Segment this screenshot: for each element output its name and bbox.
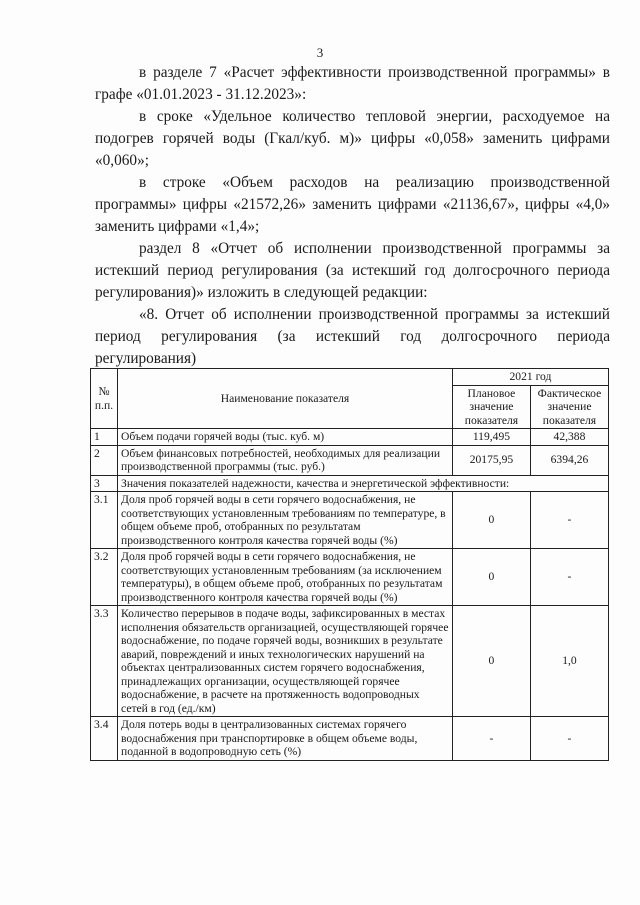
report-table <box>90 368 609 761</box>
header-fact: Фактическое значение показателя <box>530 385 608 429</box>
row-fact: - <box>530 717 608 761</box>
header-name: Наименование показателя <box>118 369 453 429</box>
row-fact: 1,0 <box>530 606 608 717</box>
row-name: Объем подачи горячей воды (тыс. куб. м) <box>118 429 453 446</box>
row-plan: 0 <box>452 549 530 606</box>
row-num: 3.4 <box>91 717 118 761</box>
row-fact: 42,388 <box>530 429 608 446</box>
row-fact: - <box>530 492 608 549</box>
row-num: 3.1 <box>91 492 118 549</box>
table-row <box>91 549 609 606</box>
table-row <box>91 429 609 446</box>
row-plan: 20175,95 <box>452 445 530 475</box>
row-name: Доля проб горячей воды в сети горячего водоснабжения, не соответствующих установленным требованиям по температуре, в общем объеме проб, отобранных по результатам производственного контроля качества горячей воды (%) <box>118 492 453 549</box>
row-plan: 119,495 <box>452 429 530 446</box>
row-num: 2 <box>91 445 118 475</box>
paragraph-heat-energy: в сроке «Удельное количество тепловой энергии, расходуемое на подогрев горячей воды (Гкал/куб. м)» цифры «0,058» заменить цифрами «0,060»; <box>95 108 610 169</box>
page-number: 3 <box>316 45 324 60</box>
paragraph-section-7: в разделе 7 «Расчет эффективности производственной программы» в графе «01.01.2023 - 31.12.2023»: <box>95 64 610 103</box>
row-name: Доля проб горячей воды в сети горячего водоснабжения, не соответствующих установленным требованиям (за исключением температуры), в общем объеме проб, отобранных по результатам производственного контроля качества горячей воды (%) <box>118 549 453 606</box>
row-num: 1 <box>91 429 118 446</box>
table-row <box>91 445 609 475</box>
paragraph-report-title: «8. Отчет об исполнении производственной программы за истекший период регулирования (за истекший год долгосрочного периода регулирования) <box>95 306 610 367</box>
paragraph-expenses: в строке «Объем расходов на реализацию производственной программы» цифры «21572,26» заменить цифрами «21136,67», цифры «4,0» заменить цифрами «1,4»; <box>95 174 610 235</box>
row-num: 3.3 <box>91 606 118 717</box>
header-plan: Плановое значение показателя <box>452 385 530 429</box>
header-year: 2021 год <box>452 369 608 386</box>
paragraph-section-8: раздел 8 «Отчет об исполнении производственной программы за истекший период регулирования (за истекший год долгосрочного периода регулирования)» изложить в следующей редакции: <box>95 240 610 301</box>
row-fact: - <box>530 549 608 606</box>
row-name: Объем финансовых потребностей, необходимых для реализации производственной программы (тыс. руб.) <box>118 445 453 475</box>
table-row <box>91 475 609 492</box>
row-plan: 0 <box>452 606 530 717</box>
table-row <box>91 492 609 549</box>
row-fact: 6394,26 <box>530 445 608 475</box>
table-header-row <box>91 369 609 386</box>
row-plan: - <box>452 717 530 761</box>
header-num: № п.п. <box>91 369 118 429</box>
table-row <box>91 606 609 717</box>
table-row <box>91 717 609 761</box>
row-plan: 0 <box>452 492 530 549</box>
row-name: Доля потерь воды в централизованных системах горячего водоснабжения при транспортировке в общем объеме воды, поданной в водопроводную сеть (%) <box>118 717 453 761</box>
row-num: 3 <box>91 475 118 492</box>
row-name: Значения показателей надежности, качества и энергетической эффективности: <box>118 475 609 492</box>
row-num: 3.2 <box>91 549 118 606</box>
row-name: Количество перерывов в подаче воды, зафиксированных в местах исполнения обязательств организацией, осуществляющей горячее водоснабжение, по подаче горячей воды, возникших в результате аварий, повреждений и иных технологических нарушений на объектах централизованных систем горячего водоснабжения, принадлежащих организации, осуществляющей горячее водоснабжение, в расчете на протяженность водопроводных сетей в год (ед./км) <box>118 606 453 717</box>
